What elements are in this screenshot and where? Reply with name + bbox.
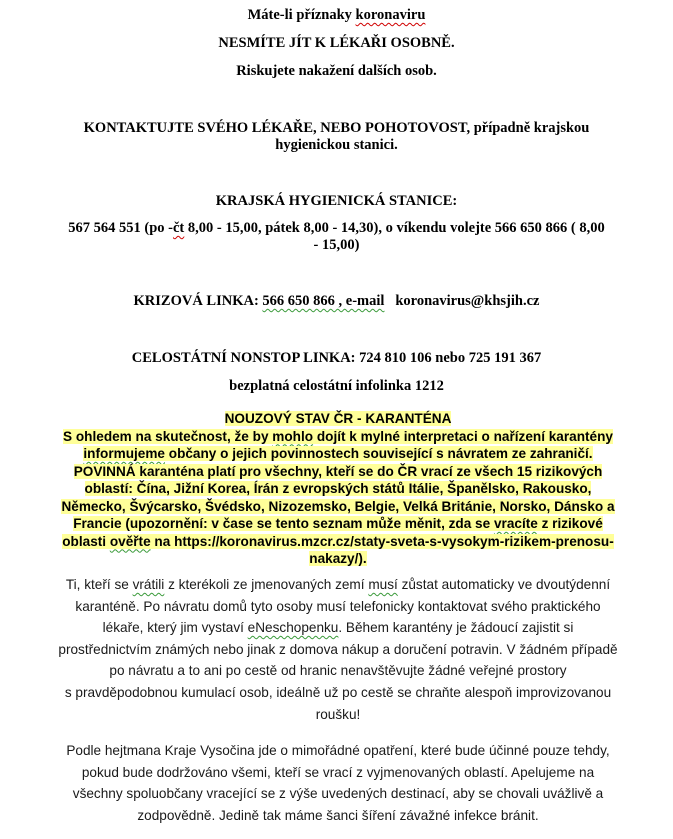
crisis-line-phone: 566 650 866 , e-mail [262,293,385,309]
highlighted-text [85,481,592,496]
hygiene-station-hours-1 [0,220,673,237]
header-risk: Riskujete nakažení dalších osob. [236,63,437,79]
quarantine-text: Francie (upozornění: v čase se tento seznam může měnit, zda se [73,516,494,531]
misspelled-word: koronaviru [355,7,426,23]
paragraph-line [28,660,648,682]
highlighted-text [62,534,614,549]
contact-line-1: KONTAKTUJTE SVÉHO LÉKAŘE, NEBO POHOTOVOST, případně krajskou [83,120,590,136]
paragraph-text: s pravděpodobnou kumulací osob, ideálně už po cestě se chraňte alespoň improvizovanou [64,684,612,700]
paragraph-line: všechny spoluobčany vracející se z výše uvedených destinací, aby se chovali uvážlivě a [72,786,604,802]
highlighted-text [83,446,592,461]
header-line-1 [0,7,673,24]
grammar-flagged-word: eNeschopenku [247,620,339,636]
grammar-flagged-word: ověřte [109,533,151,549]
quarantine-text: dojít k mylné interpretaci o nařízení karantény [313,428,613,444]
quarantine-line [34,480,642,498]
crisis-line-label: KRIZOVÁ LINKA: [133,293,263,309]
highlighted-text [74,464,603,479]
highlighted-text [63,429,613,444]
quarantine-text: oblasti [62,533,110,549]
grammar-flagged-word: vrátili [132,577,165,592]
paragraph-text: zůstat automaticky ve dvoutýdenní [397,577,611,592]
highlighted-text [73,516,603,531]
paragraph-text: roušku! [315,706,361,722]
paragraph-line [28,682,648,704]
grammar-flagged-word: informujeme [83,446,165,461]
hygiene-station-hours-2: - 15,00) [313,237,360,253]
quarantine-line [34,498,642,516]
crisis-line-email: koronavirus@khsjih.cz [395,293,540,309]
national-nonstop-line: CELOSTÁTNÍ NONSTOP LINKA: 724 810 106 nebo 725 191 367 [131,350,542,366]
paragraph-line: zodpovědně. Jedině tak máme šanci šíření závažné infekce bránit. [137,807,539,823]
quarantine-line [34,515,642,533]
quarantine-text: Německo, Švýcarsko, Švédsko, Nizozemsko, Belgie, Velká Británie, Norsko, Dánsko a [61,498,615,514]
hygiene-phone: 567 564 551 (po - [68,220,173,236]
quarantine-text: z rizikové [537,516,603,531]
highlighted-text [309,551,366,566]
grammar-flagged-word: vracíte [493,516,538,531]
misspelled-word: čt [172,220,185,236]
quarantine-text: na https://koronavirus.mzcr.cz/staty-sveta-s-vysokym-rizikem-prenosu- [150,533,614,549]
quarantine-line [34,550,642,568]
quarantine-text: občany o jejich povinnostech související s návratem ze zahraničí. [164,446,593,461]
paragraph-text: . Během karantény je žádoucí zajistit si [338,620,574,636]
paragraph-line [28,596,648,618]
governor-appeal-paragraph [28,740,648,826]
grammar-flagged-word: mohlo [272,428,314,444]
quarantine-text: S ohledem na skutečnost, že by [63,428,273,444]
paragraph-line: Podle hejtmana Kraje Vysočina jde o mimořádné opatření, které bude účinné pouze tehdy, [66,743,610,758]
paragraph-line [28,704,648,726]
quarantine-line [34,463,642,481]
quarantine-line [34,533,642,551]
header-line-1-prefix: Máte-li příznaky [247,7,356,23]
quarantine-title [34,410,642,428]
quarantine-notice [34,410,642,568]
quarantine-title-text: NOUZOVÝ STAV ČR - KARANTÉNA [224,411,452,426]
paragraph-text: prostřednictvím známých nebo jinak z domova nákup a doručení potravin. V žádném případě [58,641,618,657]
paragraph-line [28,639,648,661]
quarantine-body [34,428,642,568]
paragraph-text: po návratu a to ani po cestě od hranic nenavštěvujte žádné veřejné prostory [109,663,567,679]
paragraph-line: pokud bude dodržováno všemi, kteří se vrací z vyjmenovaných oblastí. Apelujeme na [81,764,595,780]
quarantine-line [34,428,642,446]
paragraph-line [28,574,648,596]
national-infoline: bezplatná celostátní infolinka 1212 [229,378,444,394]
quarantine-instructions-paragraph [28,574,648,725]
crisis-line [0,293,673,310]
grammar-flagged-word: musí [368,577,398,592]
paragraph-line [28,617,648,639]
paragraph-text: lékaře, který jim vystaví [102,620,248,636]
quarantine-text: POVINNÁ karanténa platí pro všechny, kteří se do ČR vrací ze všech 15 rizikových [73,463,603,479]
header-warning: NESMÍTE JÍT K LÉKAŘI OSOBNĚ. [218,35,455,51]
hygiene-hours: 8,00 - 15,00, pátek 8,00 - 14,30), o víkendu volejte 566 650 866 ( 8,00 [184,220,605,236]
quarantine-line [34,445,642,463]
highlighted-text [61,499,614,514]
paragraph-text: z kterékoli ze jmenovaných zemí [164,577,369,592]
paragraph-text: Ti, kteří se [65,577,133,592]
paragraph-text: karanténě. Po návratu domů tyto osoby musí telefonicky kontaktovat svého praktického [75,598,601,614]
hygiene-station-title: KRAJSKÁ HYGIENICKÁ STANICE: [215,193,458,209]
quarantine-text: nakazy/). [309,551,367,566]
quarantine-text: oblastí: Čína, Jižní Korea, Írán z evropských států Itálie, Španělsko, Rakousko, [84,481,592,496]
contact-line-2: hygienickou stanici. [275,137,398,153]
